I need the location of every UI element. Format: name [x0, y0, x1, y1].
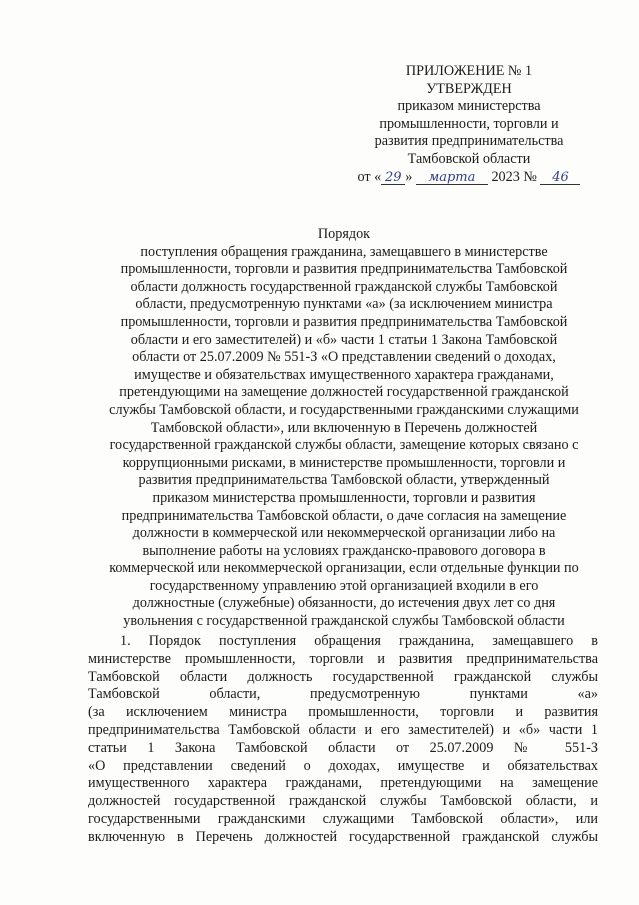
title-line: предпринимательства Тамбовской области, о даче согласия на замещение [121, 507, 567, 524]
date-month-handwritten: марта [416, 171, 488, 185]
title-line: области должность государственной гражданской службы Тамбовской [130, 278, 558, 295]
title-line: службы Тамбовской области, и государственными гражданскими служащими [109, 401, 579, 418]
title-line: области от 25.07.2009 № 551-З «О представлении сведений о доходах, [132, 349, 556, 366]
approval-order-line: приказом министерства [397, 98, 541, 115]
appendix-number: ПРИЛОЖЕНИЕ № 1 [405, 63, 533, 79]
title-line: должности в коммерческой или некоммерческой организации либо на [132, 525, 556, 542]
body-line: Тамбовской области, предусмотренную пунктами «а» [88, 686, 598, 703]
body-line: статьи 1 Закона Тамбовской области от 25.07.2009 № 551-З [88, 739, 598, 756]
title-heading: Порядок [317, 226, 371, 242]
title-line: государственной гражданской службы области, замещение которых связано с [109, 437, 579, 454]
title-line: имуществе и обязательствах имущественного характера гражданами, [134, 366, 554, 383]
date-prefix: от « [357, 168, 382, 185]
body-line: имущественного характера гражданами, претендующими на замещение [88, 775, 598, 792]
body-line: министерстве промышленности, торговли и развития предпринимательства [88, 650, 598, 667]
title-line: Тамбовской области», или включенную в Перечень должностей [150, 419, 538, 436]
title-line: промышленности, торговли и развития предпринимательства Тамбовской [120, 313, 568, 330]
approval-stamp [322, 63, 616, 186]
title-line: претендующими на замещение должностей государственной гражданской [119, 384, 569, 401]
approval-region-line: Тамбовской области [407, 150, 531, 167]
body-line: (за исключением министра промышленности, торговли и развития [88, 704, 598, 721]
approval-ministry-line-2: развития предпринимательства [374, 133, 564, 150]
date-quote-close: » [405, 168, 413, 185]
title-line: коррупционными рисками, в министерстве промышленности, торговли и [122, 454, 566, 471]
title-line: поступления обращения гражданина, замещавшего в министерстве [140, 243, 548, 260]
date-day-handwritten: 29 [381, 171, 405, 185]
title-line: должностные (служебные) обязанности, до истечения двух лет со дня [132, 595, 556, 612]
approval-date-line [322, 169, 616, 187]
date-year: 2023 № [491, 168, 537, 185]
paragraph-1 [88, 633, 598, 847]
title-line: государственному управлению этой организацией входили в его [149, 577, 539, 594]
title-line: приказом министерства промышленности, торговли и развития [152, 489, 536, 506]
title-line: области и его заместителей) и «б» части 1 статьи 1 Закона Тамбовской [130, 331, 558, 348]
document-title [88, 226, 600, 631]
body-line: 1. Порядок поступления обращения гражданина, замещавшего в [120, 633, 598, 649]
body-line: включенную в Перечень должностей государственной гражданской службы [88, 828, 598, 845]
title-line: промышленности, торговли и развития предпринимательства Тамбовской [120, 261, 568, 278]
approval-ministry-line-1: промышленности, торговли и [379, 115, 559, 132]
body-line: Тамбовской области должность государственной гражданской службы [88, 668, 598, 685]
title-line: коммерческой или некоммерческой организации, если отдельные функции по [109, 560, 579, 577]
title-line: выполнение работы на условиях гражданско-правового договора в [142, 542, 546, 559]
body-line: должностей государственной гражданской службы Тамбовской области, и [88, 793, 598, 810]
body-line: «О представлении сведений о доходах, имуществе и обязательствах [88, 757, 598, 774]
title-line: области, предусмотренную пунктами «а» (за исключением министра [135, 296, 553, 313]
approved-label: УТВЕРЖДЕН [426, 80, 512, 97]
title-line: развития предпринимательства Тамбовской области, утвержденный [138, 472, 550, 489]
order-number-handwritten: 46 [540, 171, 580, 185]
title-line: увольнения с государственной гражданской службы Тамбовской области [123, 613, 565, 630]
body-line: государственными гражданскими служащими Тамбовской области», или [88, 810, 598, 827]
body-line: предпринимательства Тамбовской области и его заместителей) и «б» части 1 [88, 721, 598, 738]
